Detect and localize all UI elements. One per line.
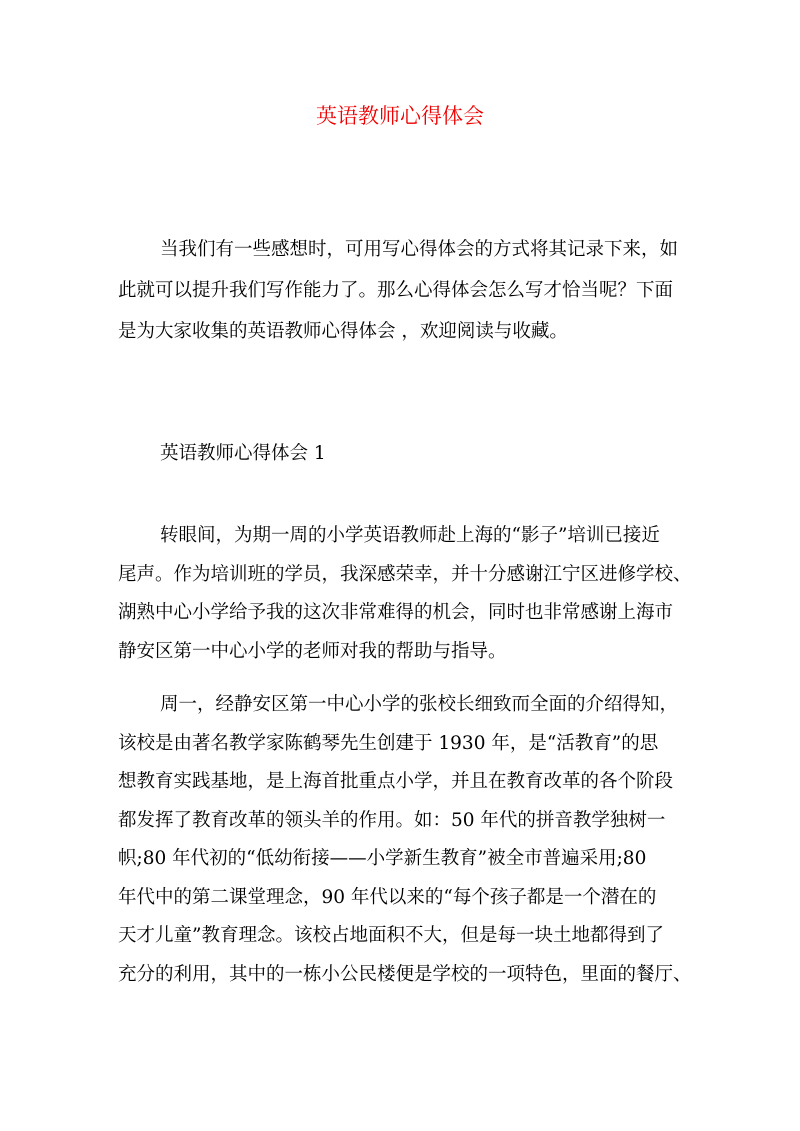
paragraph-line: 周一，经静安区第一中心小学的张校长细致而全面的介绍得知， xyxy=(160,694,679,715)
document-title: 英语教师心得体会 xyxy=(316,104,484,128)
intro-line: 此就可以提升我们写作能力了。那么心得体会怎么写才恰当呢？下面 xyxy=(118,280,674,301)
paragraph-line: 年代中的第二课堂理念，90 年代以来的“每个孩子都是一个潜在的 xyxy=(118,886,657,908)
intro-line: 是为大家收集的英语教师心得体会 ，欢迎阅读与收藏。 xyxy=(118,321,568,342)
paragraph-line: 尾声。作为培训班的学员，我深感荣幸，并十分感谢江宁区进修学校、 xyxy=(118,563,692,585)
paragraph-line: 想教育实践基地，是上海首批重点小学，并且在教育改革的各个阶段 xyxy=(118,771,674,792)
body-paragraph-2 xyxy=(118,686,692,994)
paragraph-line: 该校是由著名教学家陈鹤琴先生创建于 1930 年，是“活教育”的思 xyxy=(118,732,659,754)
paragraph-line: 湖熟中心小学给予我的这次非常难得的机会，同时也非常感谢上海市 xyxy=(118,602,674,623)
paragraph-line: 都发挥了教育改革的领头羊的作用。如：50 年代的拼音教学独树一 xyxy=(118,809,666,831)
intro-paragraph xyxy=(118,229,683,352)
section-heading: 英语教师心得体会 1 xyxy=(160,443,326,464)
paragraph-line: 天才儿童”教育理念。该校占地面积不大，但是每一块土地都得到了 xyxy=(118,925,664,946)
paragraph-line: 帜;80 年代初的“低幼衔接——小学新生教育”被全市普遍采用;80 xyxy=(118,848,647,869)
paragraph-line: 充分的利用，其中的一栋小公民楼便是学校的一项特色，里面的餐厅、 xyxy=(118,963,692,985)
paragraph-line: 转眼间，为期一周的小学英语教师赴上海的“影子”培训已接近 xyxy=(160,525,660,546)
paragraph-line: 静安区第一中心小学的老师对我的帮助与指导。 xyxy=(118,640,507,662)
intro-line: 当我们有一些感想时，可用写心得体会的方式将其记录下来，如 xyxy=(160,239,679,260)
body-paragraph-1 xyxy=(118,517,692,671)
